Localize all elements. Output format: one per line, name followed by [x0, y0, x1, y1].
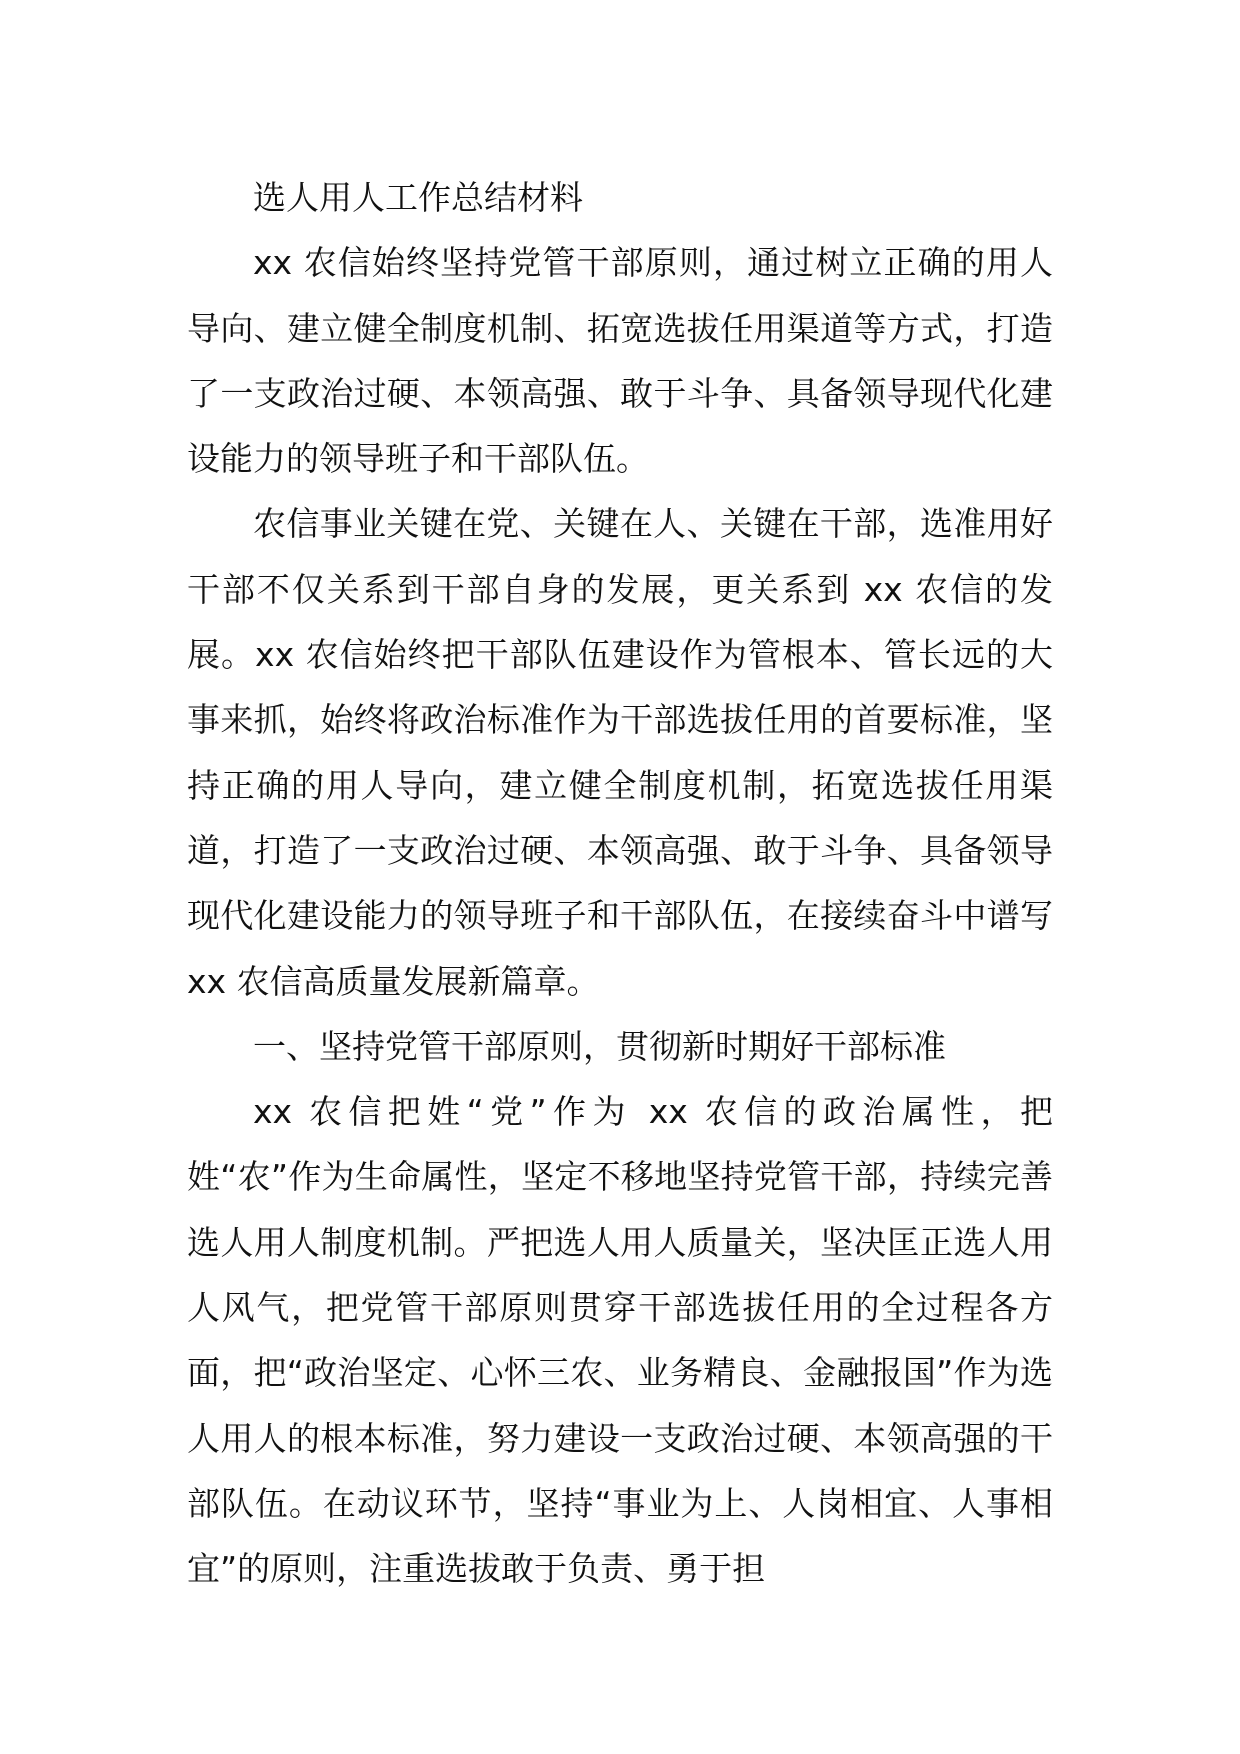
paragraph-intro: xx 农信始终坚持党管干部原则，通过树立正确的用人导向、建立健全制度机制、拓宽选拔任用渠道等方式，打造了一支政治过硬、本领高强、敢于斗争、具备领导现代化建设能力的领导班子和干部队伍。: [187, 243, 1053, 479]
section-heading-1: 一、坚持党管干部原则，贯彻新时期好干部标准: [253, 1026, 946, 1066]
document-title: 选人用人工作总结材料: [253, 178, 583, 217]
paragraph-overview: 农信事业关键在党、关键在人、关键在干部，选准用好干部不仅关系到干部自身的发展，更关系到 xx 农信的发展。xx 农信始终把干部队伍建设作为管根本、管长远的大事来抓，始终将政治标准作为干部选拔任用的首要标准，坚持正确的用人导向，建立健全制度机制，拓宽选拔任用渠道，打造了一支政治过硬、本领高强、敢于斗争、具备领导现代化建设能力的领导班子和干部队伍，在接续奋斗中谱写 xx 农信高质量发展新篇章。: [187, 504, 1053, 1001]
paragraph-section-1: xx 农信把姓“党”作为 xx 农信的政治属性，把姓“农”作为生命属性，坚定不移地坚持党管干部，持续完善选人用人制度机制。严把选人用人质量关，坚决匡正选人用人风气，把党管干部原则贯穿干部选拔任用的全过程各方面，把“政治坚定、心怀三农、业务精良、金融报国”作为选人用人的根本标准，努力建设一支政治过硬、本领高强的干部队伍。在动议环节，坚持“事业为上、人岗相宜、人事相宜”的原则，注重选拔敢于负责、勇于担: [187, 1092, 1053, 1589]
document-body: [187, 165, 1053, 1602]
